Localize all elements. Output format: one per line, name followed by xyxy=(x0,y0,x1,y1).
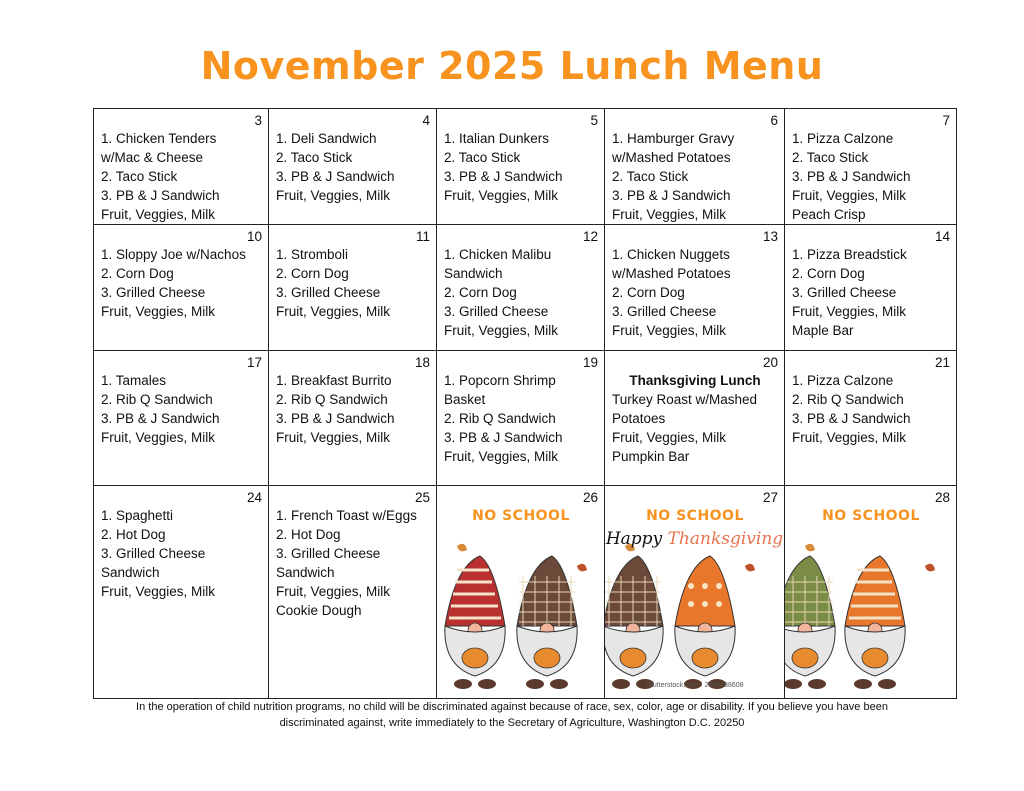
day-number: 11 xyxy=(415,229,430,244)
day-cell xyxy=(605,351,785,486)
menu-item: 1. Sloppy Joe w/Nachos xyxy=(101,247,246,262)
menu-item: 1. Chicken Tenders xyxy=(101,131,217,146)
menu-item: 2. Corn Dog xyxy=(101,266,174,281)
menu-item: Fruit, Veggies, Milk xyxy=(444,323,559,338)
day-number: 3 xyxy=(254,113,262,128)
day-number: 28 xyxy=(934,490,950,505)
menu-item: 3. Grilled Cheese xyxy=(612,304,717,319)
menu-item: Fruit, Veggies, Milk xyxy=(101,304,216,319)
day-cell xyxy=(437,225,605,351)
menu-item: 1. Tamales xyxy=(101,373,167,388)
day-cell xyxy=(605,486,785,699)
menu-item: Fruit, Veggies, Milk xyxy=(792,304,907,319)
menu-item: 2. Hot Dog xyxy=(101,527,166,542)
no-school-label: NO SCHOOL xyxy=(822,508,920,524)
menu-item: 2. Rib Q Sandwich xyxy=(792,392,904,407)
no-school-label: NO SCHOOL xyxy=(472,508,570,524)
happy-word: Happy xyxy=(605,529,663,549)
menu-item: Fruit, Veggies, Milk xyxy=(444,188,559,203)
menu-item: Fruit, Veggies, Milk xyxy=(792,188,907,203)
menu-item: 1. Deli Sandwich xyxy=(276,131,377,146)
menu-item: 3. PB & J Sandwich xyxy=(792,169,911,184)
nondiscrimination-statement xyxy=(80,699,944,731)
menu-item: 1. French Toast w/Eggs xyxy=(276,508,417,523)
no-school-label: NO SCHOOL xyxy=(646,508,744,524)
day-number: 24 xyxy=(246,490,262,505)
menu-item: Sandwich xyxy=(276,565,335,580)
menu-item: 1. Pizza Calzone xyxy=(792,373,894,388)
menu-item: Fruit, Veggies, Milk xyxy=(276,430,391,445)
menu-item: 2. Taco Stick xyxy=(276,150,353,165)
menu-item: Turkey Roast w/Mashed xyxy=(612,392,758,407)
menu-item: Fruit, Veggies, Milk xyxy=(444,449,559,464)
week-row xyxy=(94,351,957,486)
menu-item: 1. Pizza Breadstick xyxy=(792,247,907,262)
menu-item: Fruit, Veggies, Milk xyxy=(276,304,391,319)
day-number: 17 xyxy=(246,355,262,370)
day-cell xyxy=(785,109,957,225)
menu-item: Potatoes xyxy=(612,411,666,426)
menu-item: 1. Spaghetti xyxy=(101,508,174,523)
menu-item: Cookie Dough xyxy=(276,603,362,618)
menu-item: 3. Grilled Cheese xyxy=(101,546,206,561)
menu-item: 3. Grilled Cheese xyxy=(276,546,381,561)
day-number: 19 xyxy=(582,355,598,370)
menu-item: 2. Rib Q Sandwich xyxy=(276,392,388,407)
day-number: 6 xyxy=(770,113,778,128)
day-number: 12 xyxy=(582,229,598,244)
menu-item: Pumpkin Bar xyxy=(612,449,690,464)
menu-item: 3. PB & J Sandwich xyxy=(276,169,395,184)
menu-item: 3. PB & J Sandwich xyxy=(101,188,220,203)
menu-item: 1. Italian Dunkers xyxy=(444,131,550,146)
day-number: 7 xyxy=(942,113,950,128)
day-cell xyxy=(94,109,269,225)
menu-item: 3. Grilled Cheese xyxy=(792,285,897,300)
day-number: 5 xyxy=(590,113,598,128)
day-cell xyxy=(785,486,957,699)
day-cell xyxy=(94,351,269,486)
menu-item: 3. Grilled Cheese xyxy=(101,285,206,300)
day-number: 13 xyxy=(762,229,778,244)
menu-item: 2. Corn Dog xyxy=(612,285,685,300)
menu-item: 3. PB & J Sandwich xyxy=(444,169,563,184)
menu-item: 2. Taco Stick xyxy=(612,169,689,184)
day-cell xyxy=(269,486,437,699)
week-row xyxy=(94,486,957,699)
menu-item: Fruit, Veggies, Milk xyxy=(612,207,727,222)
menu-item: 1. Breakfast Burrito xyxy=(276,373,392,388)
day-cell xyxy=(605,225,785,351)
menu-item: 2. Rib Q Sandwich xyxy=(101,392,213,407)
menu-item: Fruit, Veggies, Milk xyxy=(101,430,216,445)
day-cell xyxy=(269,109,437,225)
day-number: 4 xyxy=(422,113,430,128)
menu-item: Maple Bar xyxy=(792,323,854,338)
day-cell xyxy=(437,486,605,699)
menu-item: 2. Taco Stick xyxy=(101,169,178,184)
menu-item: Fruit, Veggies, Milk xyxy=(276,188,391,203)
menu-item: w/Mac & Cheese xyxy=(101,150,204,165)
day-number: 21 xyxy=(934,355,950,370)
menu-item: 3. PB & J Sandwich xyxy=(444,430,563,445)
image-watermark: shutterstock.com · 2004438608 xyxy=(645,682,744,689)
day-cell xyxy=(437,109,605,225)
menu-item: 3. Grilled Cheese xyxy=(276,285,381,300)
menu-item: Fruit, Veggies, Milk xyxy=(101,584,216,599)
gnome-illustration xyxy=(785,526,955,696)
menu-calendar xyxy=(93,108,957,699)
footer-line-2: discriminated against, write immediately to the Secretary of Agriculture, Washington D.C. 20250 xyxy=(279,717,745,729)
menu-item: 2. Hot Dog xyxy=(276,527,341,542)
happy-thanksgiving-banner xyxy=(605,530,784,549)
day-number: 14 xyxy=(934,229,950,244)
menu-item: Peach Crisp xyxy=(792,207,866,222)
day-number: 20 xyxy=(762,355,778,370)
day-cell xyxy=(605,109,785,225)
menu-item: Basket xyxy=(444,392,486,407)
menu-item: 3. PB & J Sandwich xyxy=(612,188,731,203)
menu-item: 2. Corn Dog xyxy=(444,285,517,300)
menu-item: Fruit, Veggies, Milk xyxy=(612,430,727,445)
menu-item: 2. Taco Stick xyxy=(792,150,869,165)
menu-item: 2. Taco Stick xyxy=(444,150,521,165)
day-cell xyxy=(785,351,957,486)
menu-item: Fruit, Veggies, Milk xyxy=(792,430,907,445)
menu-item: 1. Popcorn Shrimp xyxy=(444,373,556,388)
menu-item: 3. PB & J Sandwich xyxy=(101,411,220,426)
menu-item: 2. Rib Q Sandwich xyxy=(444,411,556,426)
special-lunch-heading: Thanksgiving Lunch xyxy=(629,373,761,388)
menu-item: Sandwich xyxy=(101,565,160,580)
menu-item: 1. Chicken Malibu xyxy=(444,247,552,262)
menu-item: w/Mashed Potatoes xyxy=(612,266,731,281)
menu-item: 2. Corn Dog xyxy=(276,266,349,281)
day-cell xyxy=(94,225,269,351)
menu-item: Fruit, Veggies, Milk xyxy=(612,323,727,338)
gnome-illustration xyxy=(437,526,605,696)
day-number: 26 xyxy=(582,490,598,505)
menu-item: 1. Chicken Nuggets xyxy=(612,247,730,262)
day-cell xyxy=(269,351,437,486)
menu-item: 1. Hamburger Gravy xyxy=(612,131,735,146)
menu-item: Sandwich xyxy=(444,266,503,281)
day-cell xyxy=(437,351,605,486)
day-number: 18 xyxy=(414,355,430,370)
menu-item: w/Mashed Potatoes xyxy=(612,150,731,165)
week-row xyxy=(94,225,957,351)
menu-item: 2. Corn Dog xyxy=(792,266,865,281)
menu-item: 3. Grilled Cheese xyxy=(444,304,549,319)
menu-item: 3. PB & J Sandwich xyxy=(792,411,911,426)
gnome-illustration xyxy=(605,526,775,696)
day-cell xyxy=(785,225,957,351)
day-number: 27 xyxy=(762,490,778,505)
week-row xyxy=(94,109,957,225)
menu-item: 1. Pizza Calzone xyxy=(792,131,894,146)
menu-item: Fruit, Veggies, Milk xyxy=(276,584,391,599)
day-cell xyxy=(269,225,437,351)
page-title: November 2025 Lunch Menu xyxy=(200,44,824,88)
menu-item: 3. PB & J Sandwich xyxy=(276,411,395,426)
day-cell xyxy=(94,486,269,699)
day-number: 25 xyxy=(414,490,430,505)
menu-item: Fruit, Veggies, Milk xyxy=(101,207,216,222)
menu-item: 1. Stromboli xyxy=(276,247,349,262)
footer-line-1: In the operation of child nutrition programs, no child will be discriminated against because of race, sex, color, age or disability. If you believe you have been xyxy=(136,701,888,713)
thanksgiving-word: Thanksgiving xyxy=(667,529,784,549)
day-number: 10 xyxy=(246,229,262,244)
